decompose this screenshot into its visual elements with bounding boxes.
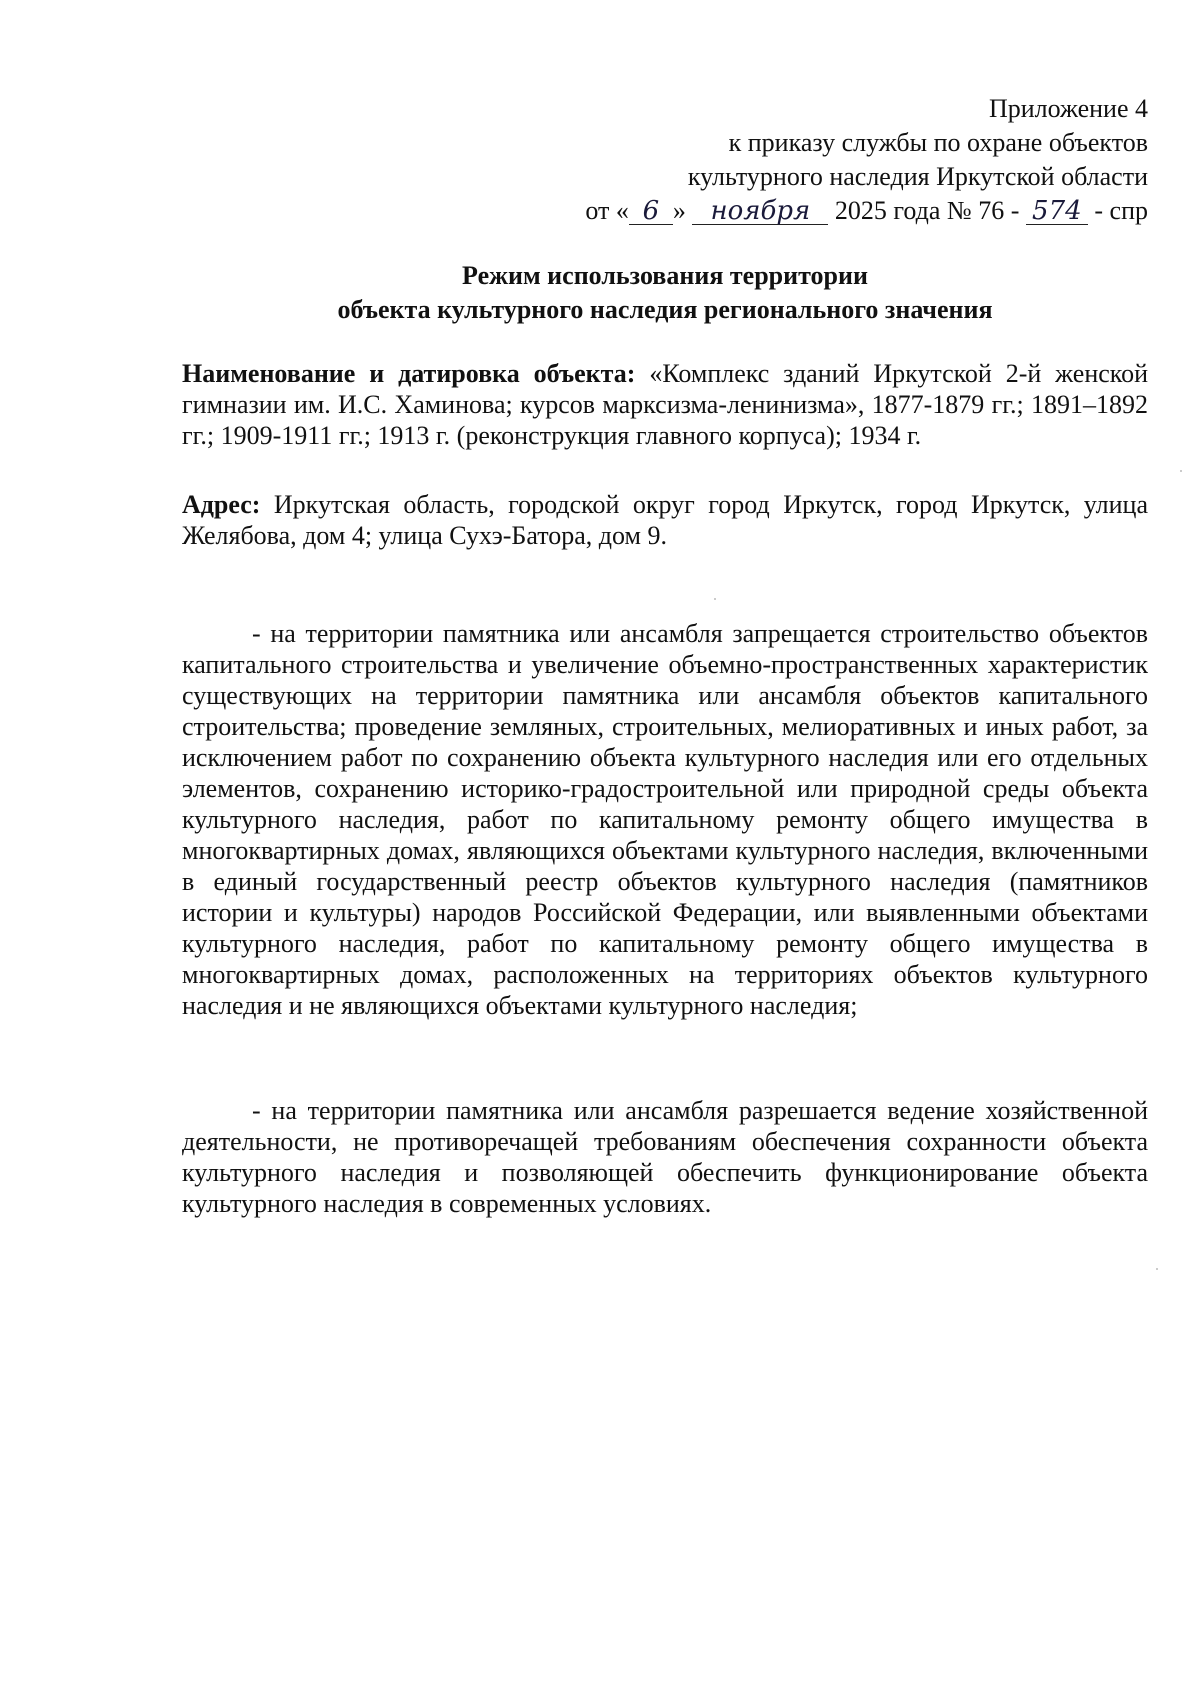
appendix-number: Приложение 4 xyxy=(988,94,1148,123)
address-label: Адрес: xyxy=(182,490,261,519)
object-label: Наименование и датировка объекта: xyxy=(182,359,636,388)
scan-speck xyxy=(1156,1268,1158,1270)
appendix-order-ref: к приказу службы по охране объектов xyxy=(728,128,1148,157)
handwritten-day: 6 xyxy=(629,198,673,225)
title-line-1: Режим использования территории xyxy=(462,261,868,290)
appendix-authority: культурного наследия Иркутской области xyxy=(687,162,1148,191)
prohibition-paragraph: - на территории памятника или ансамбля запрещается строительство объектов капитального строительства и увеличение объемно-пространственных характеристик существующих на территории памятника или ансамбля объектов капитального строительства; проведение земляных, строительных, мелиоративных и иных работ, за исключением работ по сохранению объекта культурного наследия или его отдельных элементов, сохранению историко-градостроительной или природной среды объекта культурного наследия, работ по капитальному ремонту общего имущества в многоквартирных домах, являющихся объектами культурного наследия, включенными в единый государственный реестр объектов культурного наследия (памятников истории и культуры) народов Российской Федерации, или выявленными объектами культурного наследия, работ по капитальному ремонту общего имущества в многоквартирных домах, расположенных на территориях объектов культурного наследия и не являющихся объектами культурного наследия; xyxy=(182,619,1148,1020)
title-line-2: объекта культурного наследия регионального значения xyxy=(337,295,993,324)
appendix-date-line xyxy=(508,194,1148,228)
date-prefix: от « xyxy=(585,196,629,225)
scan-speck xyxy=(1180,470,1182,472)
object-value: «Комплекс зданий Иркутской 2-й женской гимназии им. И.С. Хаминова; курсов марксизма-ленинизма», 1877-1879 гг.; 1891–1892 гг.; 1909-1911 гг.; 1913 г. (реконструкция главного корпуса); 1934 г. xyxy=(182,359,1149,450)
year-text: 2025 года № 76 - xyxy=(834,196,1020,225)
object-name-block xyxy=(182,358,1148,451)
handwritten-month: ноября xyxy=(692,198,828,225)
scan-speck xyxy=(714,598,716,600)
handwritten-order-number: 574 xyxy=(1026,198,1088,225)
address-value: Иркутская область, городской округ город Иркутск, город Иркутск, улица Желябова, дом 4; улица Сухэ-Батора, дом 9. xyxy=(182,490,1149,550)
document-title xyxy=(182,259,1148,327)
address-block xyxy=(182,489,1148,551)
date-mid: » xyxy=(672,196,686,225)
order-suffix: - спр xyxy=(1094,196,1148,225)
permission-paragraph: - на территории памятника или ансамбля разрешается ведение хозяйственной деятельности, не противоречащей требованиям обеспечения сохранности объекта культурного наследия и позволяющей обеспечить функционирование объекта культурного наследия в современных условиях. xyxy=(182,1096,1148,1218)
appendix-header xyxy=(508,92,1148,228)
